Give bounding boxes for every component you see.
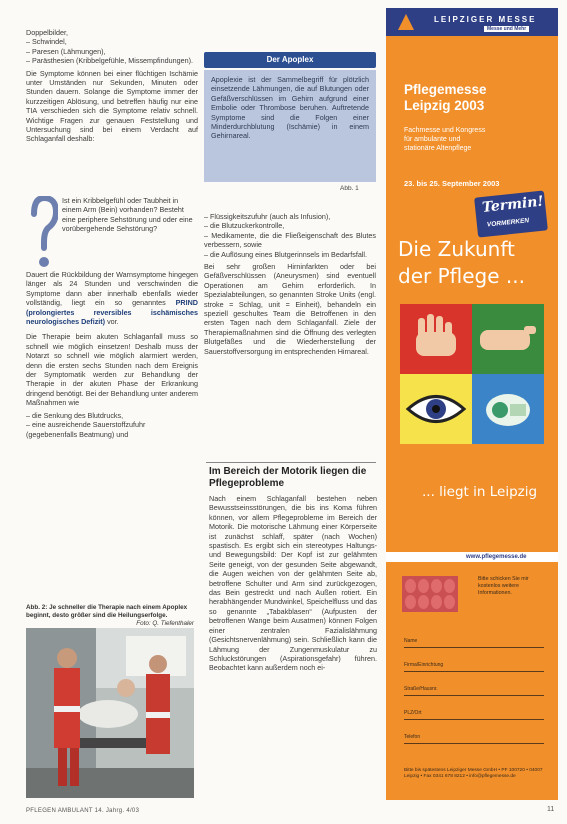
text-run: vor. [105, 317, 119, 327]
ad-header-bar [386, 8, 558, 36]
treatment-list [204, 212, 376, 259]
list-item: – Medikamente, die die Fließeigenschaft des Blutes verbessern, sowie [204, 230, 376, 250]
form-field-company[interactable] [404, 660, 544, 672]
journal-footer: PFLEGEN AMBULANT 14. Jahrg. 4/03 [26, 808, 140, 814]
ad-brand: LEIPZIGER MESSE [434, 15, 537, 24]
field-label: Straße/Hausnr. [404, 686, 438, 692]
left-column-lower [26, 270, 198, 439]
ad-claim-line: der Pflege ... [398, 264, 525, 288]
ad-title-line: Pflegemesse [404, 82, 487, 97]
middle-column [204, 212, 376, 359]
ad-reply-form [398, 570, 546, 800]
list-item: – eine ausreichende Sauerstoffzufuhr (gegebenenfalls Beatmung) und [26, 420, 146, 439]
tile-blue [472, 374, 544, 444]
list-item: – die Auflösung eines Blutgerinnsels im Bedarfsfall. [204, 249, 368, 259]
photo-credit: Foto: Q. Tiefenthaler [136, 620, 194, 627]
caption-text: Abb. 2: Je schneller die Therapie nach einem Apoplex beginnt, desto größer sind die Heilungserfolge. [26, 604, 188, 619]
list-item: Doppelbilder, [26, 28, 68, 37]
termin-text: Termin! [481, 193, 545, 216]
ad-url-link[interactable]: www.pflegemesse.de [466, 554, 527, 560]
therapy-list [26, 411, 198, 439]
hearing-aid-icon [472, 374, 544, 444]
field-label: Name [404, 638, 418, 644]
leipziger-messe-logo-icon [398, 14, 414, 30]
form-field-city[interactable] [404, 708, 544, 720]
field-label: Telefon [404, 734, 421, 740]
info-box-title: Der Apoplex [204, 52, 376, 68]
question-text: Ist ein Kribbelgefühl oder Taubheit in einem Arm (Bein) vorhanden? Besteht eine periphere Sehstörung und oder eine vorübergehende Sehstörung? [62, 196, 193, 234]
tile-yellow [400, 374, 472, 444]
page-number: 11 [547, 806, 555, 813]
ad-leipzig-line: ... liegt in Leipzig [422, 484, 538, 500]
ad-title-line: Leipzig 2003 [404, 98, 485, 113]
question-mark-icon [30, 196, 58, 272]
list-item: – Schwindel, [26, 37, 67, 47]
list-item: – Parästhesien (Kribbelgefühle, Missempfindungen). [26, 56, 194, 66]
form-field-phone[interactable] [404, 732, 544, 744]
photo-caption [26, 604, 194, 628]
form-field-street[interactable] [404, 684, 544, 696]
paragraph-prind [26, 270, 198, 326]
intro-list [26, 28, 198, 66]
open-hand-icon [400, 304, 472, 374]
form-field-name[interactable] [404, 636, 544, 648]
list-item: – Flüssigkeitszufuhr (auch als Infusion), [204, 212, 331, 221]
hand-icon [472, 304, 544, 374]
form-hint: Bitte schicken Sie mir kostenlos weitere Informationen. [478, 576, 529, 596]
ad-subtitle [404, 126, 485, 153]
ad-sub-line: stationäre Altenpflege [404, 145, 472, 152]
list-item: – die Senkung des Blutdrucks, [26, 410, 124, 420]
paragraph-therapy: Die Therapie beim akuten Schlaganfall muss so schnell wie möglich einsetzen! Deshalb muss der Notarzt so schnell wie möglich alarmiert werden, denn die ersten sechs Stunden nach dem Ereignis der Symptomatik werden zur Behandlung der Therapie in der akuten Phase der Erkrankung dringend benötigt. Bei der Behandlung unter anderem Maßnahmen wie [26, 332, 198, 408]
paragraph-motorik: Nach einem Schlaganfall bestehen neben Bewusstseinsstörungen, die bis ins Koma führen können, vor allem Pflegeprobleme im Bereich der Motorik. Die motorische Lähmung einer Körperseite ist zunächst schlaff, später (nach Wochen) spastisch. Es ergibt sich ein stereotypes Haltungs- und Bewegungsbild: Der Kopf ist zur gelähmten Seite geneigt, von der gesunden Seite abgewandt, die Augen weichen von der gelähmten Seite ab, betroffene Schulter und Arm sind zurückgezogen, das Bein gestreckt und nach Außen rotiert. Ein herabhängender Mundwinkel, Speichelfluss und das so genannte „Tabakblasen“ (Aufpusten der betroffenen Wange beim Ausatmen) können Folgen einer zentralen Fazialislähmung (Gesichtsnervenlähmung) sein. Schließlich kann die Lähmung der Zungenmuskulatur zu Schluckstörungen (Aspirationsgefahr) führen. Beobachtet kann außerdem noch ei- [209, 494, 377, 673]
paragraph-stroke-units: Bei sehr großen Hirninfarkten oder bei Gefäßverschlüssen (Aneurysmen) sind eventuell Operationen am Gehirn erforderlich. In Spezialabteilungen, so genannten Stroke Units (engl. stroke = Schlag, unit = Einheit), behandeln ein speziell geschultes Team die Betroffenen in den ersten Tagen nach dem Schlaganfall. Ziele der Therapiemaßnahmen sind die Öffnung des verlegten Blutgefäßes und die Wiederherstellung der Sauerstoffversorgung im entsprechenden Hirnareal. [204, 262, 376, 356]
text-run: Dauert die Rückbildung der Warnsymptome hingegen länger als 24 Stunden und verschwinden die Symptome dann aber innerhalb ebenfalls wieder vollständig, liegt ein so genanntes [26, 270, 198, 308]
figure-label: Abb. 1 [340, 185, 359, 192]
paragraph-symptoms: Die Symptome können bei einer flüchtigen Ischämie unter Umständen nur Sekunden, Minuten oder Stunden dauern. Solange die Symptome immer der kurzzeitigen Ablösung, und betreffen häufig nur eine TIA verschieden sich die Symptome relativ schnell. Wichtige Fragen zur genauen Feststellung und Untersuchung sind bei einem Verdacht auf Schlaganfall deshalb: [26, 68, 198, 144]
tile-red [400, 304, 472, 374]
highlight-term: PRIND (prolongiertes reversibles ischämisches neurologisches Defizit) [26, 298, 198, 327]
left-column [26, 28, 198, 147]
field-label: Firma/Einrichtung [404, 662, 444, 668]
ad-claim-line: Die Zukunft [398, 237, 515, 261]
ad-illustration-tiles [400, 304, 544, 444]
section-heading: Im Bereich der Motorik liegen die Pflegeprobleme [209, 466, 367, 489]
ad-date: 23. bis 25. September 2003 [404, 179, 500, 188]
info-box-apoplex: Apoplexie ist der Sammelbegriff für plötzlich einsetzende Lähmungen, die auf Blutungen oder Gefäßverschlüssen im Gehirn aufgrund einer Embolie oder Thrombose beruhen. Auftretende Symptome sind die Folgen einer Minderdurchblutung (Ischämie) in einem Gehirnareal. [204, 70, 376, 182]
divider [206, 462, 376, 463]
ambulance-photo [26, 628, 194, 798]
ad-stamp-icon [402, 576, 458, 612]
advertisement[interactable] [386, 8, 558, 800]
paramedics-illustration [26, 628, 194, 798]
termin-subtext: VORMERKEN [486, 217, 530, 229]
ad-sub-line: Fachmesse und Kongress [404, 127, 486, 134]
field-label: PLZ/Ort [404, 710, 422, 716]
eye-icon [400, 374, 472, 444]
termin-badge [474, 190, 548, 237]
ad-sub-line: für ambulante und [404, 136, 461, 143]
tile-green [472, 304, 544, 374]
ad-title [404, 82, 487, 114]
ad-tagline: Messe und Mehr [484, 26, 529, 32]
form-footer-address: Bitte bis spätestens Leipziger Messe GmbH • PF 100720 • 04007 Leipzig • Fax 0341 678 8212 • info@pflegemesse.de [404, 768, 543, 780]
list-item: – die Blutzuckerkontrolle, [204, 221, 285, 231]
ad-claim [398, 236, 525, 290]
list-item: – Paresen (Lähmungen), [26, 46, 106, 56]
